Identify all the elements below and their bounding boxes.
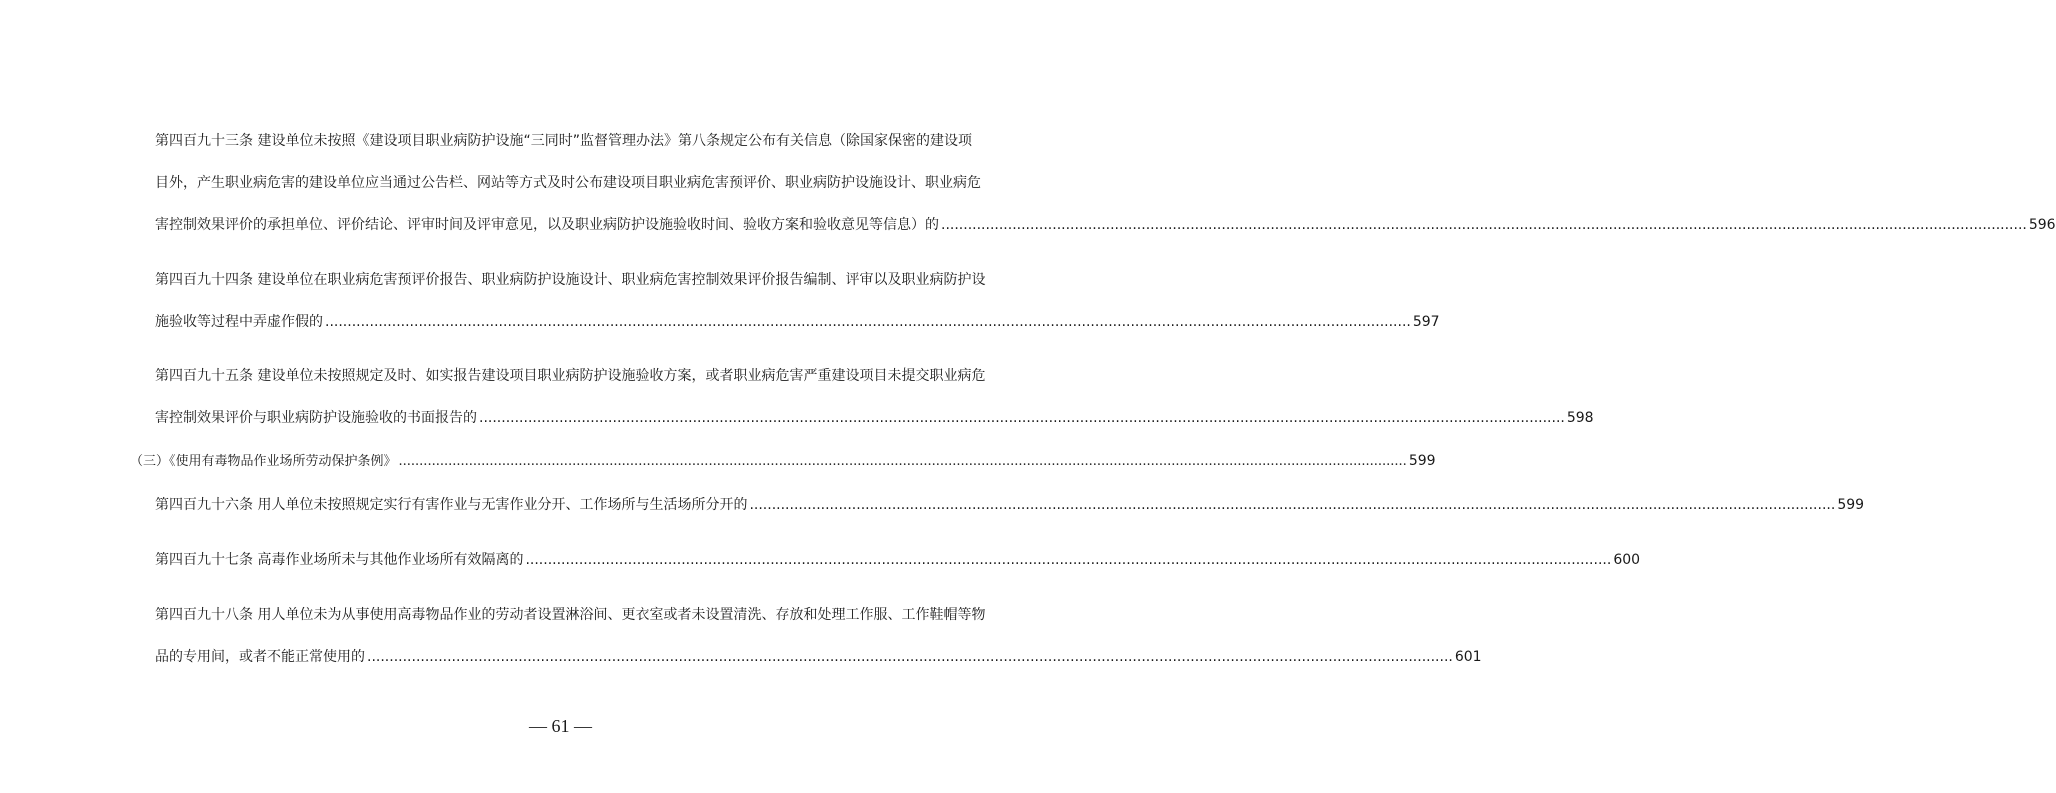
leader-dots: ....................................................................................................................................................................................................................................................: [749, 497, 1836, 513]
toc-entry-line: [155, 173, 1028, 193]
toc-section-heading: [130, 451, 1436, 471]
toc-entry-text: 目外，产生职业病危害的建设单位应当通过公告栏、网站等方式及时公布建设项目职业病危害预评价、职业病防护设施设计、职业病危: [155, 175, 981, 191]
toc-page-number: 598: [1566, 410, 1594, 426]
toc-page-number: 597: [1412, 314, 1440, 330]
toc-entry: [155, 550, 1641, 570]
leader-dots: ....................................................................................................................................................................................................................................................: [325, 314, 1411, 330]
toc-entry: [155, 131, 2056, 235]
toc-entry-text: 第四百九十六条 用人单位未按照规定实行有害作业与无害作业分开、工作场所与生活场所分开的: [155, 497, 748, 513]
toc-page-number: 599: [1408, 453, 1436, 469]
toc-entry-text: 第四百九十三条 建设单位未按照《建设项目职业病防护设施“三同时”监督管理办法》第八条规定公布有关信息（除国家保密的建设项: [155, 133, 972, 149]
page-number-footer: — 61 —: [529, 716, 592, 736]
toc-entry-text: 第四百九十四条 建设单位在职业病危害预评价报告、职业病防护设施设计、职业病危害控制效果评价报告编制、评审以及职业病防护设: [155, 272, 986, 288]
toc-entry-line: [155, 366, 1028, 386]
toc-entry-text: 害控制效果评价的承担单位、评价结论、评审时间及评审意见，以及职业病防护设施验收时间、验收方案和验收意见等信息）的: [155, 217, 939, 233]
toc-section-line: [130, 451, 1436, 471]
toc-entry-line: [155, 312, 1440, 332]
toc-entry-line: [155, 647, 1482, 667]
leader-dots: ....................................................................................................................................................................................................................................................: [398, 454, 1407, 469]
toc-entry: [155, 495, 1865, 515]
toc-entry-line: [155, 408, 1594, 428]
toc-page-number: 601: [1454, 649, 1482, 665]
toc-entry-line: [155, 215, 2056, 235]
toc-entry-line: [155, 131, 1028, 151]
toc-entry-line: [155, 270, 1028, 290]
toc-entry-text: 第四百九十五条 建设单位未按照规定及时、如实报告建设项目职业病防护设施验收方案，或者职业病危害严重建设项目未提交职业病危: [155, 368, 986, 384]
toc-entry: [155, 270, 1440, 332]
leader-dots: ....................................................................................................................................................................................................................................................: [479, 410, 1565, 426]
toc-entry-text: 施验收等过程中弄虚作假的: [155, 314, 323, 330]
toc-entry-text: 第四百九十七条 高毒作业场所未与其他作业场所有效隔离的: [155, 552, 524, 568]
toc-entry-line: [155, 550, 1641, 570]
toc-page-number: 596: [2028, 217, 2056, 233]
toc-entry-text: 害控制效果评价与职业病防护设施验收的书面报告的: [155, 410, 477, 426]
leader-dots: ....................................................................................................................................................................................................................................................: [525, 552, 1612, 568]
toc-entry-text: 第四百九十八条 用人单位未为从事使用高毒物品作业的劳动者设置淋浴间、更衣室或者未设置清洗、存放和处理工作服、工作鞋帽等物: [155, 607, 986, 623]
toc-entry: [155, 366, 1594, 428]
toc-entry-text: 品的专用间，或者不能正常使用的: [155, 649, 365, 665]
toc-entry: [155, 605, 1482, 667]
leader-dots: ....................................................................................................................................................................................................................................................: [941, 217, 2027, 233]
section-title: （三）《使用有毒物品作业场所劳动保护条例》: [130, 454, 397, 469]
leader-dots: ....................................................................................................................................................................................................................................................: [367, 649, 1453, 665]
toc-page-number: 600: [1613, 552, 1641, 568]
toc-entry-line: [155, 605, 1028, 625]
toc-page-number: 599: [1837, 497, 1865, 513]
toc-entry-line: [155, 495, 1865, 515]
